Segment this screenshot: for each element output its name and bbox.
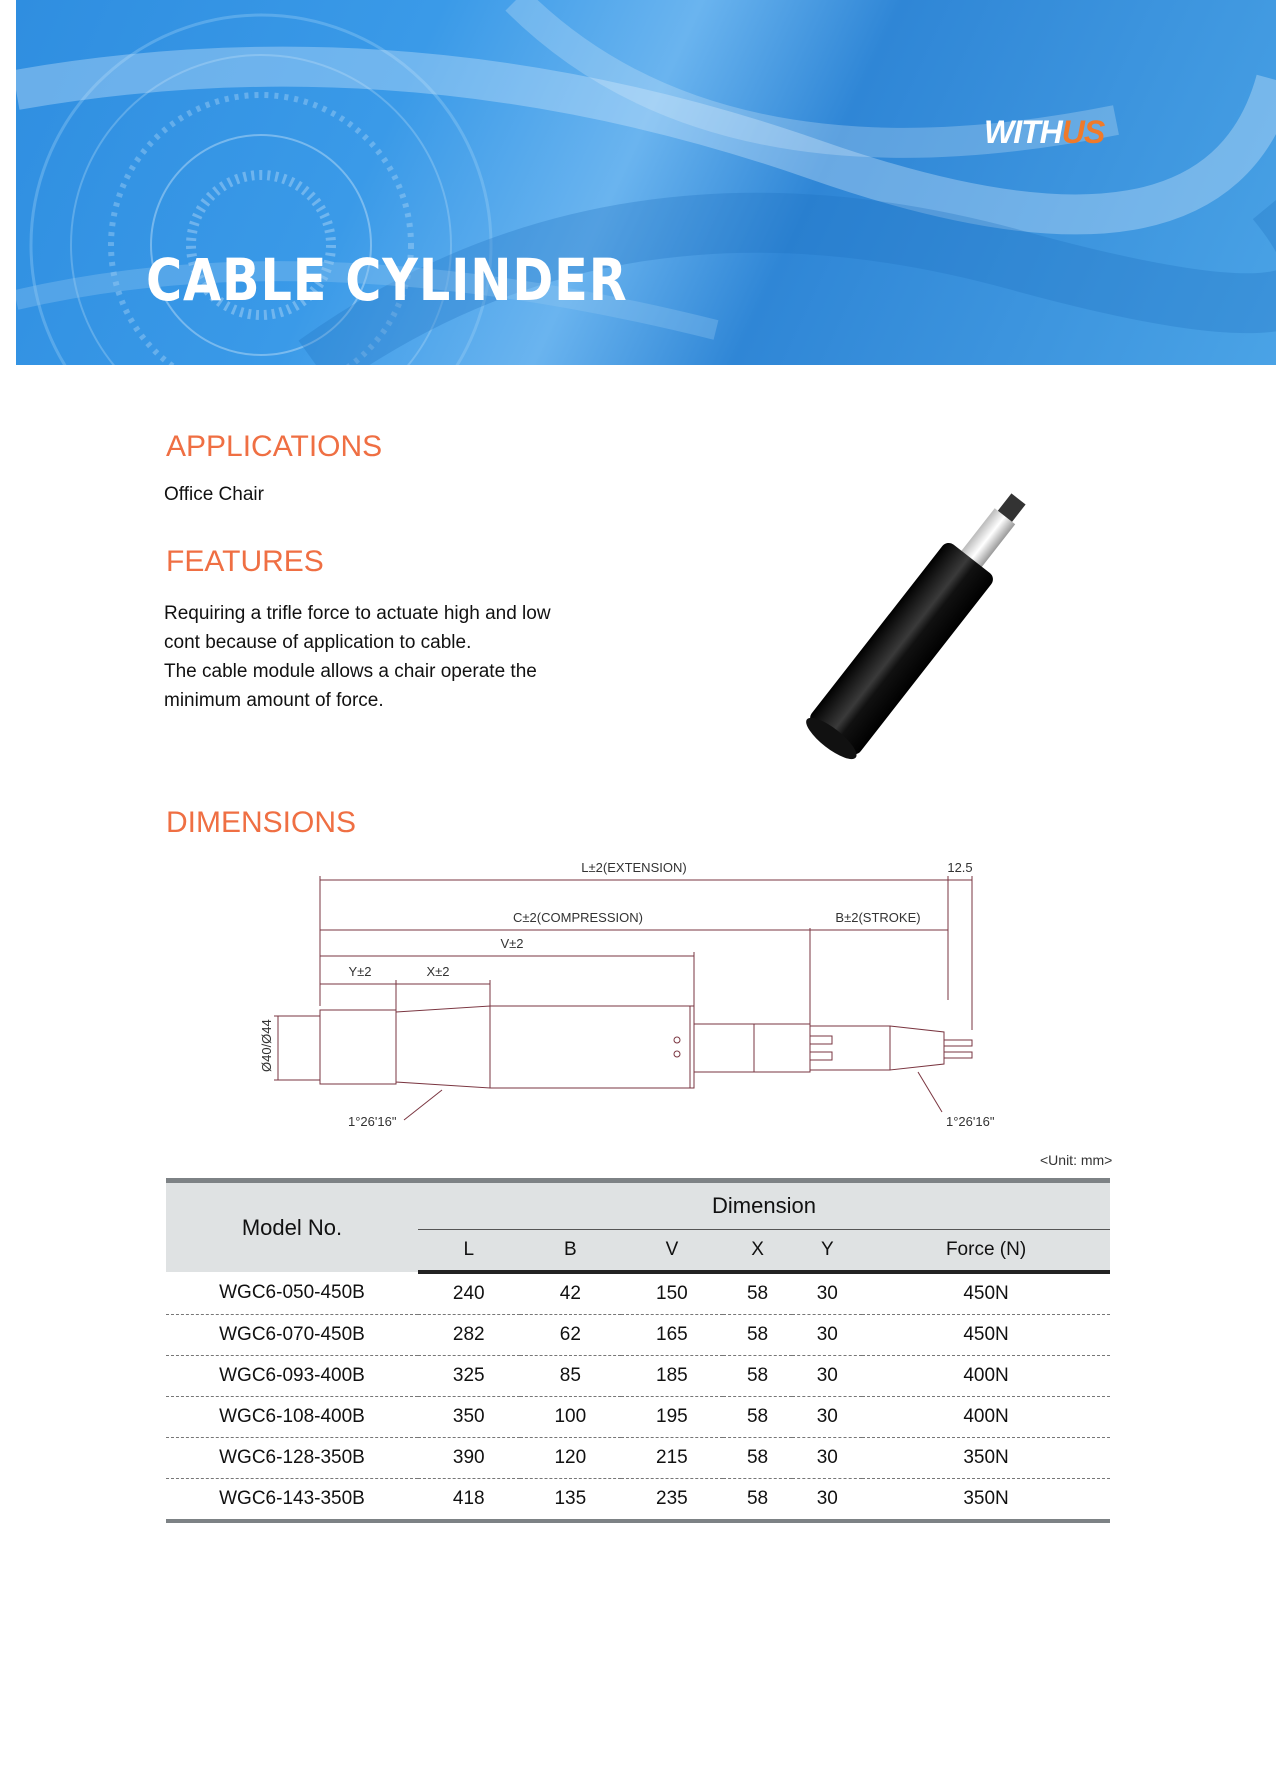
table-cell: 350N — [862, 1438, 1110, 1479]
table-cell: 30 — [792, 1315, 862, 1356]
cylinder-main-body — [490, 1006, 694, 1088]
table-cell: 30 — [792, 1438, 862, 1479]
table-cell: 58 — [723, 1315, 793, 1356]
applications-heading: APPLICATIONS — [166, 430, 383, 463]
table-row — [166, 1397, 1110, 1438]
stroke-label: B±2(STROKE) — [835, 910, 921, 925]
table-cell: 215 — [621, 1438, 723, 1479]
features-heading: FEATURES — [166, 545, 324, 578]
table-cell: 62 — [520, 1315, 622, 1356]
model-cell: WGC6-093-400B — [166, 1356, 418, 1397]
offset-label: 12.5 — [947, 860, 973, 875]
table-cell: 30 — [792, 1356, 862, 1397]
specification-table — [166, 1178, 1110, 1523]
v-label: V±2 — [500, 936, 524, 951]
table-cell: 450N — [862, 1315, 1110, 1356]
column-header: B — [520, 1230, 622, 1273]
model-no-header: Model No. — [166, 1181, 418, 1273]
table-cell: 135 — [520, 1479, 622, 1522]
column-header: Force (N) — [862, 1230, 1110, 1273]
column-header: L — [418, 1230, 520, 1273]
table-cell: 100 — [520, 1397, 622, 1438]
column-header: X — [723, 1230, 793, 1273]
table-cell: 240 — [418, 1272, 520, 1315]
table-cell: 58 — [723, 1356, 793, 1397]
features-text — [164, 599, 551, 715]
table-cell: 30 — [792, 1397, 862, 1438]
dimension-drawing — [250, 850, 1010, 1140]
piston-rod — [694, 1024, 754, 1072]
model-cell: WGC6-143-350B — [166, 1479, 418, 1522]
features-line: minimum amount of force. — [164, 690, 384, 711]
dimensions-heading: DIMENSIONS — [166, 806, 357, 839]
table-row — [166, 1315, 1110, 1356]
dimension-group-header: Dimension — [418, 1181, 1110, 1230]
table-row — [166, 1479, 1110, 1522]
table-row — [166, 1438, 1110, 1479]
angle-left-label: 1°26'16" — [348, 1114, 397, 1129]
table-cell: 120 — [520, 1438, 622, 1479]
compression-label: C±2(COMPRESSION) — [513, 910, 643, 925]
table-cell: 165 — [621, 1315, 723, 1356]
table-cell: 325 — [418, 1356, 520, 1397]
table-cell: 350 — [418, 1397, 520, 1438]
diameter-label: Ø40/Ø44 — [259, 1019, 274, 1072]
table-cell: 400N — [862, 1356, 1110, 1397]
table-cell: 185 — [621, 1356, 723, 1397]
table-row — [166, 1356, 1110, 1397]
brand-logo: WITHUS — [984, 114, 1105, 150]
cable-cylinder-product-image — [770, 470, 1070, 780]
applications-text: Office Chair — [164, 484, 264, 505]
table-cell: 58 — [723, 1397, 793, 1438]
model-cell: WGC6-108-400B — [166, 1397, 418, 1438]
y-label: Y±2 — [348, 964, 372, 979]
rod-end — [754, 1024, 810, 1072]
table-cell: 418 — [418, 1479, 520, 1522]
features-line: cont because of application to cable. — [164, 632, 472, 653]
cylinder-cone-section — [396, 1006, 490, 1088]
extension-label: L±2(EXTENSION) — [581, 860, 687, 875]
features-line: Requiring a trifle force to actuate high and low — [164, 603, 551, 624]
table-cell: 42 — [520, 1272, 622, 1315]
table-cell: 390 — [418, 1438, 520, 1479]
table-cell: 235 — [621, 1479, 723, 1522]
table-cell: 400N — [862, 1397, 1110, 1438]
table-cell: 450N — [862, 1272, 1110, 1315]
table-cell: 58 — [723, 1272, 793, 1315]
table-cell: 282 — [418, 1315, 520, 1356]
model-cell: WGC6-128-350B — [166, 1438, 418, 1479]
cylinder-taper-section — [320, 1010, 396, 1084]
table-cell: 85 — [520, 1356, 622, 1397]
features-line: The cable module allows a chair operate the — [164, 661, 537, 682]
unit-note: <Unit: mm> — [1040, 1152, 1113, 1168]
angle-right-label: 1°26'16" — [946, 1114, 995, 1129]
table-cell: 58 — [723, 1438, 793, 1479]
table-cell: 30 — [792, 1479, 862, 1522]
page-title: CABLE CYLINDER — [146, 246, 628, 314]
cable-housing — [810, 1026, 890, 1070]
x-label: X±2 — [426, 964, 450, 979]
column-header: V — [621, 1230, 723, 1273]
model-cell: WGC6-050-450B — [166, 1272, 418, 1315]
model-cell: WGC6-070-450B — [166, 1315, 418, 1356]
table-cell: 30 — [792, 1272, 862, 1315]
column-header: Y — [792, 1230, 862, 1273]
table-cell: 150 — [621, 1272, 723, 1315]
table-cell: 195 — [621, 1397, 723, 1438]
table-row — [166, 1272, 1110, 1315]
cable-end — [890, 1026, 944, 1070]
table-cell: 58 — [723, 1479, 793, 1522]
table-cell: 350N — [862, 1479, 1110, 1522]
